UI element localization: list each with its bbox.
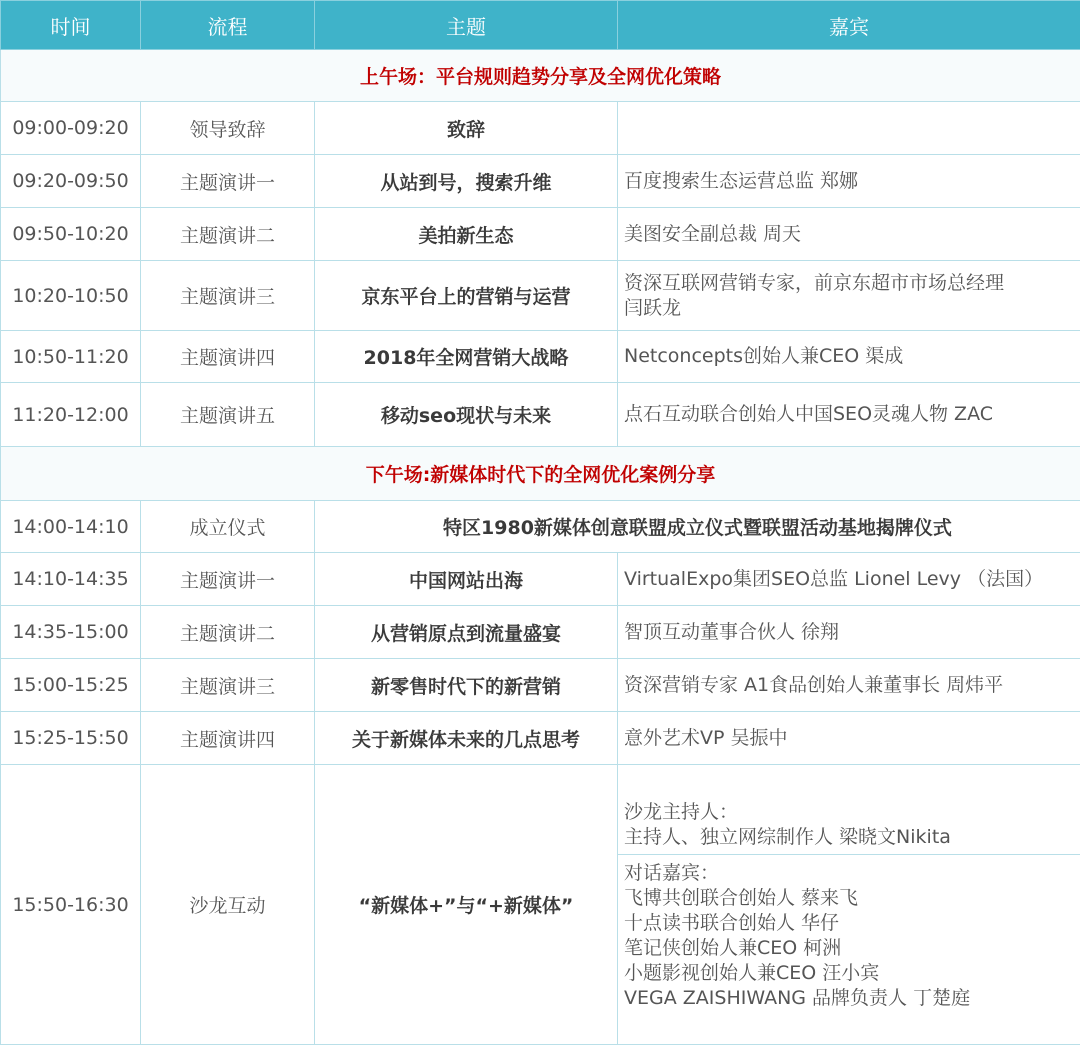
salon-host-label: 沙龙主持人： xyxy=(624,801,739,823)
salon-guests-label: 对话嘉宾： xyxy=(624,862,720,884)
header-topic: 主题 xyxy=(315,1,618,50)
table-row xyxy=(1,261,1080,331)
guest-cell: 美图安全副总裁 周天 xyxy=(618,208,1080,261)
flow-cell: 主题演讲二 xyxy=(141,606,315,659)
time-cell: 15:25-15:50 xyxy=(1,712,141,765)
table-row xyxy=(1,501,1080,553)
guest-line: 资深互联网营销专家，前京东超市市场总经理 xyxy=(624,271,1005,294)
time-cell: 10:50-11:20 xyxy=(1,331,141,383)
time-cell: 14:00-14:10 xyxy=(1,501,141,553)
flow-cell: 主题演讲一 xyxy=(141,553,315,606)
guest-cell xyxy=(618,102,1080,155)
table-row xyxy=(1,606,1080,659)
salon-guest: 小题影视创始人兼CEO 汪小宾 xyxy=(624,962,880,984)
section-row-morning xyxy=(1,50,1080,102)
flow-cell: 主题演讲三 xyxy=(141,261,315,331)
topic-cell: 从营销原点到流量盛宴 xyxy=(315,606,618,659)
time-cell: 11:20-12:00 xyxy=(1,383,141,447)
header-guest: 嘉宾 xyxy=(618,1,1080,50)
topic-cell: 移动seo现状与未来 xyxy=(315,383,618,447)
topic-cell: 从站到号，搜索升维 xyxy=(315,155,618,208)
topic-cell: 美拍新生态 xyxy=(315,208,618,261)
time-cell: 15:50-16:30 xyxy=(1,765,141,1045)
guest-cell: Netconcepts创始人兼CEO 渠成 xyxy=(618,331,1080,383)
topic-cell: 2018年全网营销大战略 xyxy=(315,331,618,383)
salon-guest: VEGA ZAISHIWANG 品牌负责人 丁楚庭 xyxy=(624,987,971,1009)
flow-cell: 主题演讲二 xyxy=(141,208,315,261)
flow-cell: 主题演讲五 xyxy=(141,383,315,447)
table-row xyxy=(1,383,1080,447)
header-time: 时间 xyxy=(1,1,141,50)
topic-cell: 特区1980新媒体创意联盟成立仪式暨联盟活动基地揭牌仪式 xyxy=(315,501,1080,553)
time-cell: 09:50-10:20 xyxy=(1,208,141,261)
table-row xyxy=(1,208,1080,261)
flow-cell: 主题演讲四 xyxy=(141,712,315,765)
time-cell: 14:10-14:35 xyxy=(1,553,141,606)
flow-cell: 主题演讲三 xyxy=(141,659,315,712)
flow-cell: 主题演讲一 xyxy=(141,155,315,208)
guest-cell xyxy=(618,261,1080,331)
salon-host: 主持人、独立网综制作人 梁晓文Nikita xyxy=(624,826,951,848)
topic-cell: 中国网站出海 xyxy=(315,553,618,606)
guest-cell xyxy=(618,765,1080,1045)
flow-cell: 领导致辞 xyxy=(141,102,315,155)
section-title-afternoon: 下午场:新媒体时代下的全网优化案例分享 xyxy=(1,447,1080,501)
time-cell: 09:20-09:50 xyxy=(1,155,141,208)
topic-cell: 关于新媒体未来的几点思考 xyxy=(315,712,618,765)
flow-cell: 成立仪式 xyxy=(141,501,315,553)
table-row xyxy=(1,712,1080,765)
salon-row xyxy=(1,765,1080,1045)
guest-cell: 意外艺术VP 吴振中 xyxy=(618,712,1080,765)
guest-cell: VirtualExpo集团SEO总监 Lionel Levy （法国） xyxy=(618,553,1080,606)
salon-guest: 十点读书联合创始人 华仔 xyxy=(624,912,840,934)
table-row xyxy=(1,659,1080,712)
topic-cell: 致辞 xyxy=(315,102,618,155)
salon-host-block xyxy=(624,794,1074,854)
table-row xyxy=(1,155,1080,208)
section-row-afternoon xyxy=(1,447,1080,501)
topic-cell: 京东平台上的营销与运营 xyxy=(315,261,618,331)
time-cell: 15:00-15:25 xyxy=(1,659,141,712)
table-row xyxy=(1,102,1080,155)
topic-cell: 新零售时代下的新营销 xyxy=(315,659,618,712)
guest-cell: 百度搜索生态运营总监 郑娜 xyxy=(618,155,1080,208)
guest-cell: 智顶互动董事合伙人 徐翔 xyxy=(618,606,1080,659)
topic-cell: “新媒体+”与“+新媒体” xyxy=(315,765,618,1045)
guest-cell: 资深营销专家 A1食品创始人兼董事长 周炜平 xyxy=(618,659,1080,712)
flow-cell: 沙龙互动 xyxy=(141,765,315,1045)
salon-guest: 笔记侠创始人兼CEO 柯洲 xyxy=(624,937,842,959)
salon-guests-block xyxy=(618,854,1080,1015)
section-title-morning: 上午场：平台规则趋势分享及全网优化策略 xyxy=(1,50,1080,102)
guest-line: 闫跃龙 xyxy=(624,296,682,319)
guest-cell: 点石互动联合创始人中国SEO灵魂人物 ZAC xyxy=(618,383,1080,447)
header-row xyxy=(1,1,1080,50)
time-cell: 14:35-15:00 xyxy=(1,606,141,659)
header-flow: 流程 xyxy=(141,1,315,50)
time-cell: 10:20-10:50 xyxy=(1,261,141,331)
salon-guest: 飞博共创联合创始人 蔡来飞 xyxy=(624,887,859,909)
time-cell: 09:00-09:20 xyxy=(1,102,141,155)
table-row xyxy=(1,553,1080,606)
table-row xyxy=(1,331,1080,383)
flow-cell: 主题演讲四 xyxy=(141,331,315,383)
